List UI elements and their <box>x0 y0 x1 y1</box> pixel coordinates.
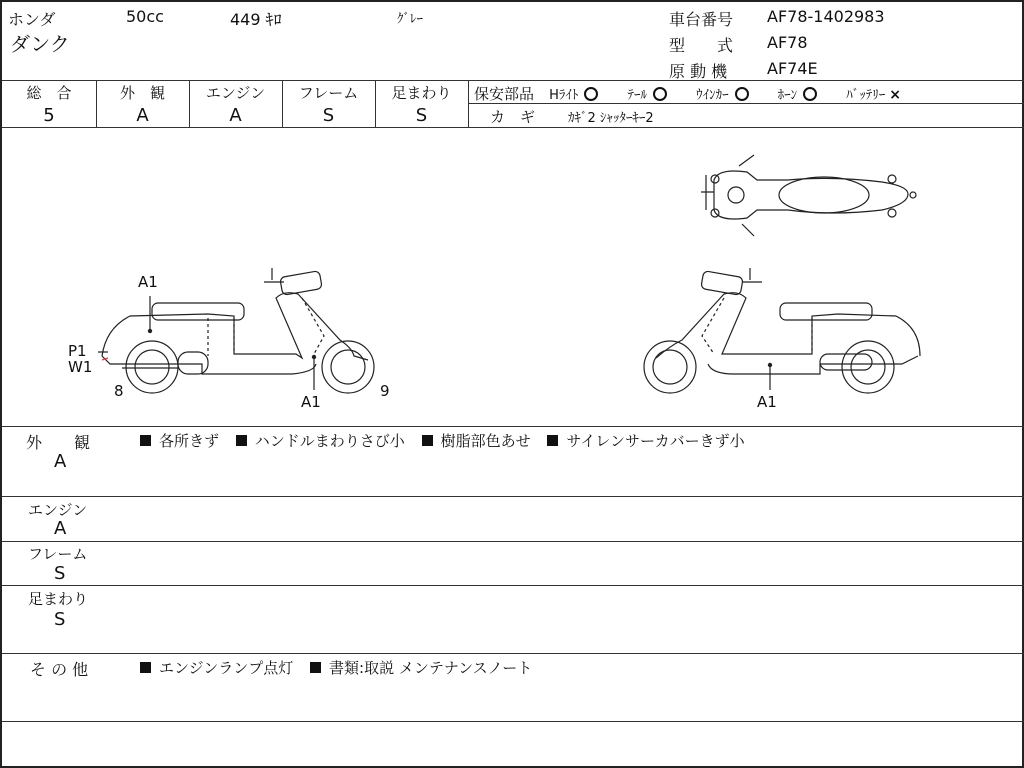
damage-mark-a1-right: A1 <box>757 393 777 411</box>
note: ハンドルまわりさび小 <box>254 432 405 450</box>
note: 樹脂部色あせ <box>440 432 531 450</box>
taillight-label: ﾃｰﾙ <box>627 88 647 103</box>
battery-label: ﾊﾞｯﾃﾘｰ <box>846 88 886 103</box>
displacement: 50cc <box>126 7 164 26</box>
ok-circle-icon <box>584 87 598 101</box>
grade-frame: フレーム S <box>298 84 359 126</box>
key-label: カ ギ <box>490 108 536 126</box>
bullet-icon <box>422 435 433 446</box>
ok-circle-icon <box>735 87 749 101</box>
bullet-icon <box>236 435 247 446</box>
scooter-right-view <box>644 268 920 393</box>
divider <box>2 80 1024 81</box>
grade-engine: エンジン A <box>205 84 266 126</box>
winker-label: ｳｲﾝｶｰ <box>696 88 729 103</box>
section-engine-label: エンジン <box>28 501 88 519</box>
damage-mark-a1-lower: A1 <box>301 393 321 411</box>
frame-number: AF78-1402983 <box>767 7 885 26</box>
frame-label: 車台番号 <box>669 10 734 29</box>
safety-parts <box>474 83 901 104</box>
damage-mark-p1: P1 <box>68 342 87 360</box>
engine-number: AF74E <box>767 59 818 78</box>
section-suspension-grade: S <box>54 609 66 630</box>
section-other-label: そ の 他 <box>30 660 89 679</box>
key-detail: ｶｷﾞ2 ｼｬｯﾀｰｷｰ2 <box>568 111 654 126</box>
section-suspension-label: 足まわり <box>28 590 89 608</box>
ng-x-icon: × <box>889 87 901 103</box>
bullet-icon <box>140 662 151 673</box>
section-exterior-notes <box>140 430 745 451</box>
ok-circle-icon <box>803 87 817 101</box>
bullet-icon <box>547 435 558 446</box>
section-engine-grade: A <box>54 518 67 539</box>
note: 各所きず <box>159 432 220 450</box>
grade-overall: 総 合 5 <box>26 84 72 126</box>
safety-label: 保安部品 <box>474 85 535 103</box>
section-frame-grade: S <box>54 563 66 584</box>
section-exterior-label: 外 観 <box>26 433 91 452</box>
model-name: ダンク <box>10 32 70 56</box>
diagram-number-8: 8 <box>114 382 124 400</box>
maker: ホンダ <box>8 10 56 29</box>
engine-label: 原 動 機 <box>669 62 728 81</box>
note: 書類:取説 メンテナンスノート <box>329 659 533 677</box>
type-number: AF78 <box>767 33 808 52</box>
damage-mark-a1: A1 <box>138 273 158 291</box>
note: サイレンサーカバーきず小 <box>566 432 745 450</box>
damage-diagram <box>2 128 1022 426</box>
grade-exterior: 外 観 A <box>119 84 165 126</box>
mileage: 449 ｷﾛ <box>230 10 282 29</box>
grade-suspension: 足まわり S <box>391 84 452 126</box>
scooter-top-view <box>701 155 916 236</box>
section-exterior-grade: A <box>54 451 67 472</box>
damage-mark-w1: W1 <box>68 358 93 376</box>
note: エンジンランプ点灯 <box>159 659 294 677</box>
color: ｸﾞﾚｰ <box>397 12 423 27</box>
section-frame-label: フレーム <box>28 545 88 563</box>
section-other-notes <box>140 657 532 678</box>
type-label: 型 式 <box>669 36 734 55</box>
horn-label: ﾎｰﾝ <box>777 88 798 103</box>
bullet-icon <box>310 662 321 673</box>
ok-circle-icon <box>653 87 667 101</box>
bullet-icon <box>140 435 151 446</box>
headlight-label: Hﾗｲﾄ <box>549 88 579 103</box>
diagram-number-9: 9 <box>380 382 390 400</box>
